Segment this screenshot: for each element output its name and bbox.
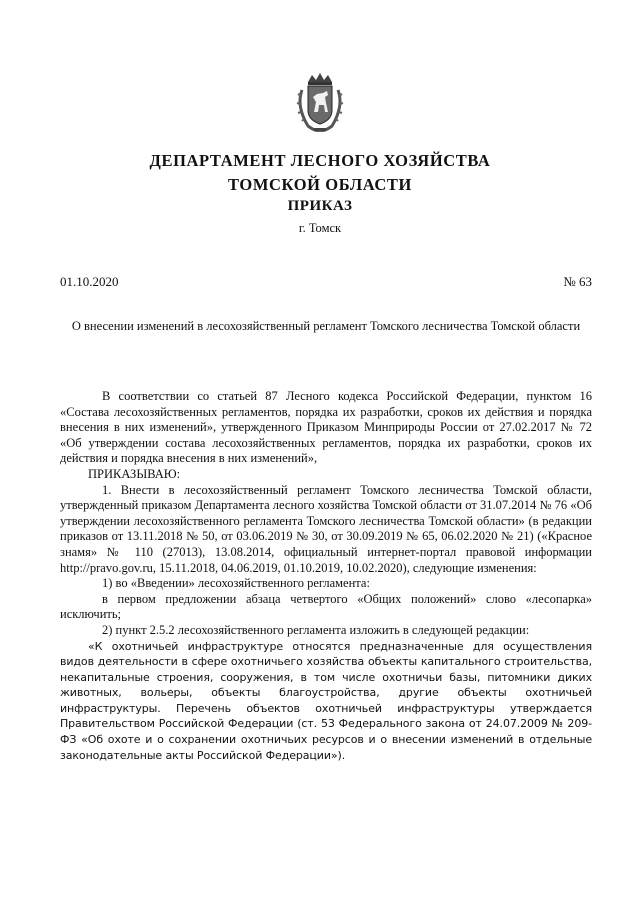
subitem-1-detail: в первом предложении абзаца четвертого «Общих положений» слово «лесопарка» исключить;: [60, 591, 592, 622]
quoted-text-block: [60, 639, 592, 764]
item-1-paragraph: 1. Внести в лесохозяйственный регламент Томского лесничества Томской области, утвержденный приказом Департамента лесного хозяйства Томской области от 31.07.2014 № 76 «Об утверждении лесохозяйственного регламента Томского лесничества Томской области» (в редакции приказов от 13.11.2018 № 50, от 03.06.2019 № 30, от 30.09.2019 № 65, 06.02.2020 № 21) («Красное знамя» № 110 (27013), 13.08.2014, официальный интернет-портал правовой информации http://pravo.gov.ru, 15.11.2018, 04.06.2019, 01.10.2019, 10.02.2020), следующие изменения:: [60, 482, 592, 575]
quoted-paragraph: «К охотничьей инфраструктуре относятся предназначенные для осуществления видов деятельности в сфере охотничьего хозяйства объекты капитального строительства, некапитальные строения, сооружения, в том числе охотничьи базы, питомники диких животных, вольеры, объекты благоустройства, другие объекты охотничьей инфраструктуры. Перечень объектов охотничьей инфраструктуры утверждается Правительством Российской Федерации (ст. 53 Федерального закона от 24.07.2009 № 209-ФЗ «Об охоте и о сохранении охотничьих ресурсов и о внесении изменений в отдельные законодательные акты Российской Федерации»).: [60, 639, 592, 762]
tomsk-region-coat-of-arms-icon: [292, 72, 348, 134]
organization-name-line1: ДЕПАРТАМЕНТ ЛЕСНОГО ХОЗЯЙСТВА: [149, 151, 491, 170]
document-date: 01.10.2020: [60, 274, 119, 289]
document-subject: О внесении изменений в лесохозяйственный регламент Томского лесничества Томской области: [71, 319, 581, 333]
order-word: ПРИКАЗЫВАЮ:: [88, 466, 181, 481]
document-body: [60, 389, 592, 763]
document-type: ПРИКАЗ: [287, 198, 353, 214]
document-number: № 63: [563, 274, 592, 289]
subitem-1: 1) во «Введении» лесохозяйственного регламента:: [102, 576, 370, 591]
organization-name-line2: ТОМСКОЙ ОБЛАСТИ: [228, 175, 412, 194]
preamble-paragraph: В соответствии со статьей 87 Лесного кодекса Российской Федерации, пунктом 16 «Состава лесохозяйственных регламентов, порядка их разработки, сроков их действия и порядка внесения в них изменений», утвержденного Приказом Минприроды России от 27.02.2017 № 72 «Об утверждении состава лесохозяйственных регламентов, порядка их разработки, сроков их действия и порядка внесения в них изменений»,: [60, 389, 592, 466]
document-city: г. Томск: [298, 221, 342, 235]
subitem-2: 2) пункт 2.5.2 лесохозяйственного регламента изложить в следующей редакции:: [102, 622, 530, 637]
